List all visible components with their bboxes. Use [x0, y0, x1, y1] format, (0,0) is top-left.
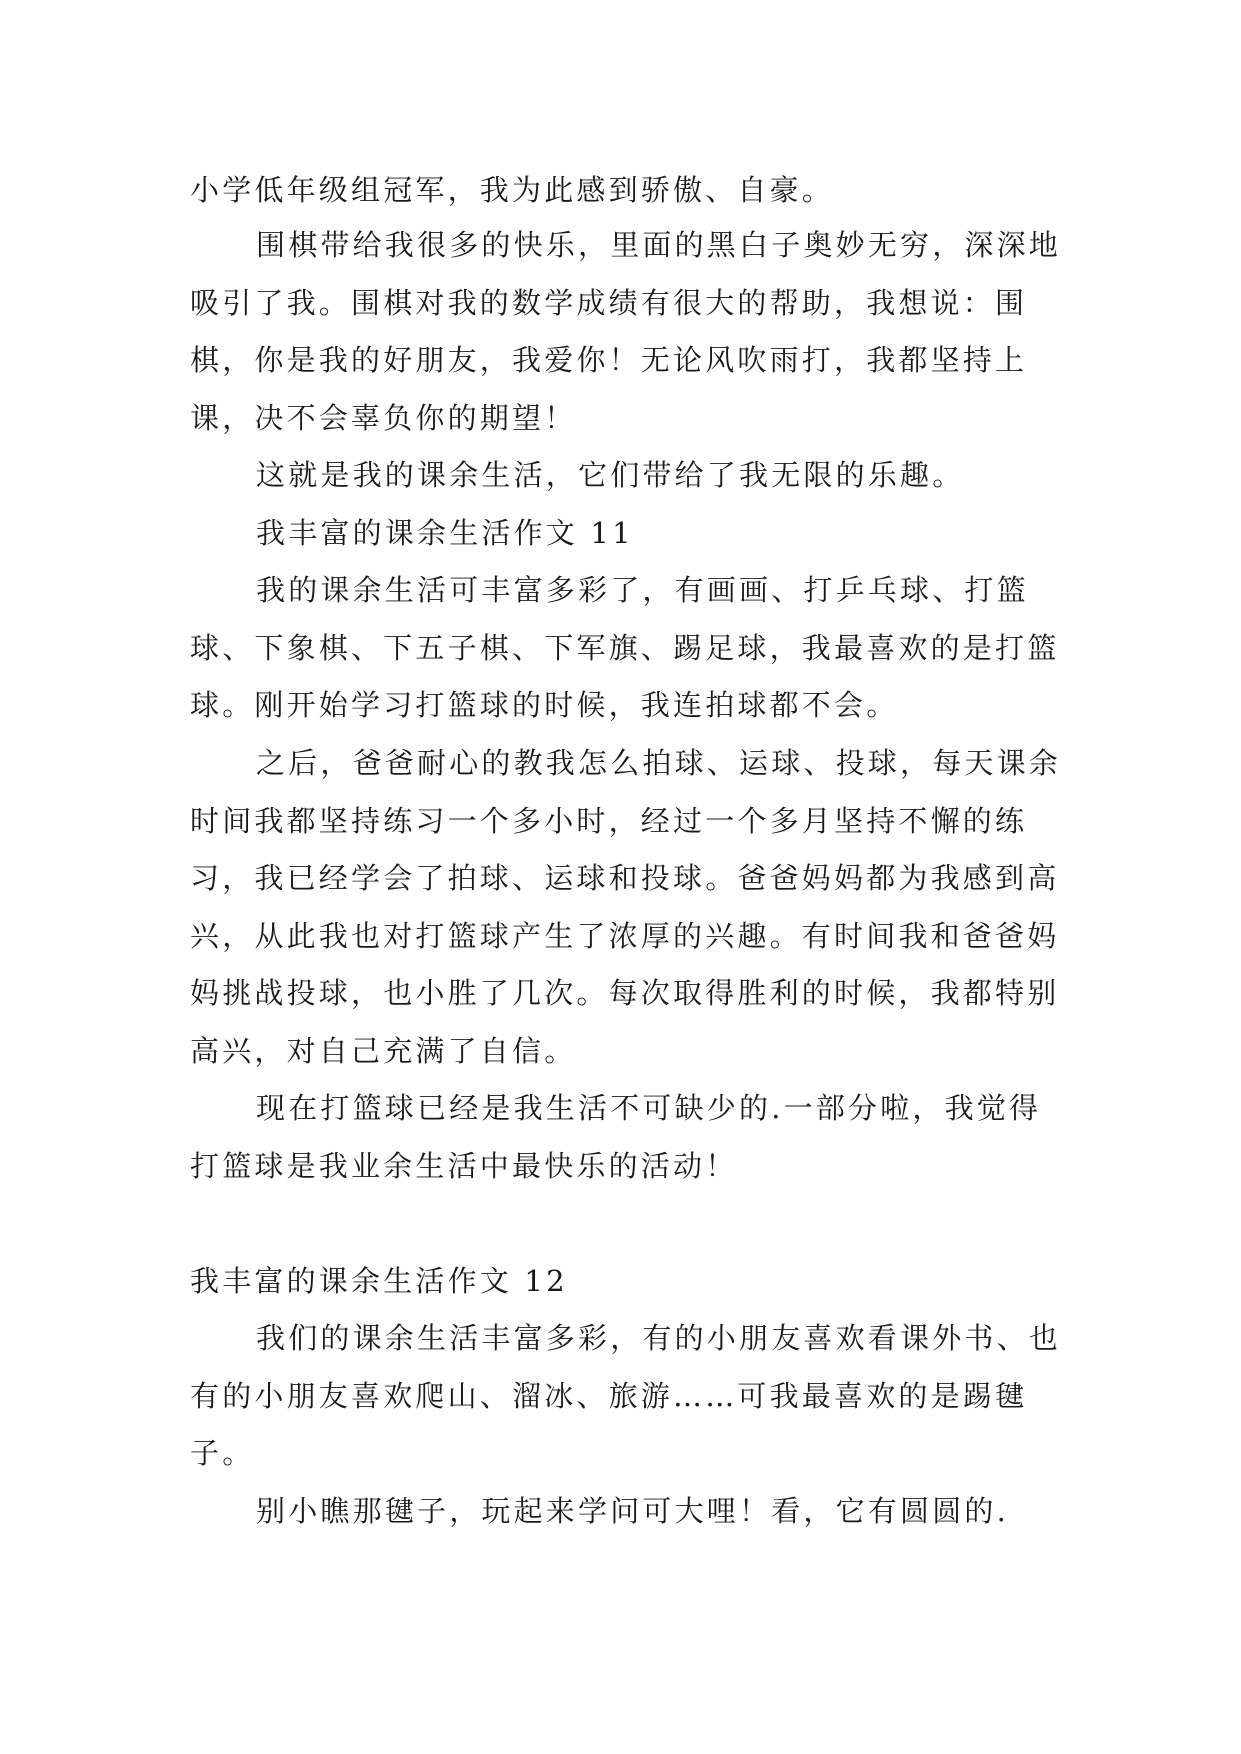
paragraph-continuation: 小学低年级组冠军，我为此感到骄傲、自豪。 [190, 173, 835, 207]
paragraph-jianzi-intro: 我们的课余生活丰富多彩，有的小朋友喜欢看课外书、也有的小朋友喜欢爬山、溜冰、旅游……可我最喜欢的是踢毽子。 [190, 1321, 1062, 1470]
essay-heading-12: 我丰富的课余生活作文 12 [190, 1264, 568, 1298]
paragraph-summary: 这就是我的课余生活，它们带给了我无限的乐趣。 [256, 458, 965, 492]
paragraph-weiqi: 围棋带给我很多的快乐，里面的黑白子奥妙无穷，深深地吸引了我。围棋对我的数学成绩有很大的帮助，我想说：围棋，你是我的好朋友，我爱你！无论风吹雨打，我都坚持上课，决不会辜负你的期望！ [190, 228, 1062, 435]
paragraph-basketball-conclusion: 现在打篮球已经是我生活不可缺少的.一部分啦，我觉得打篮球是我业余生活中最快乐的活动！ [190, 1091, 1042, 1183]
essay-heading-11: 我丰富的课余生活作文 11 [256, 516, 634, 550]
paragraph-basketball-practice: 之后，爸爸耐心的教我怎么拍球、运球、投球，每天课余时间我都坚持练习一个多小时，经过一个多月坚持不懈的练习，我已经学会了拍球、运球和投球。爸爸妈妈都为我感到高兴，从此我也对打篮球产生了浓厚的兴趣。有时间我和爸爸妈妈挑战投球，也小胜了几次。每次取得胜利的时候，我都特别高兴，对自己充满了自信。 [190, 746, 1062, 1068]
paragraph-jianzi-detail: 别小瞧那毽子，玩起来学问可大哩！看，它有圆圆的. [256, 1494, 1010, 1528]
paragraph-basketball-intro: 我的课余生活可丰富多彩了，有画画、打乒乓球、打篮球、下象棋、下五子棋、下军旗、踢足球，我最喜欢的是打篮球。刚开始学习打篮球的时候，我连拍球都不会。 [190, 573, 1060, 722]
